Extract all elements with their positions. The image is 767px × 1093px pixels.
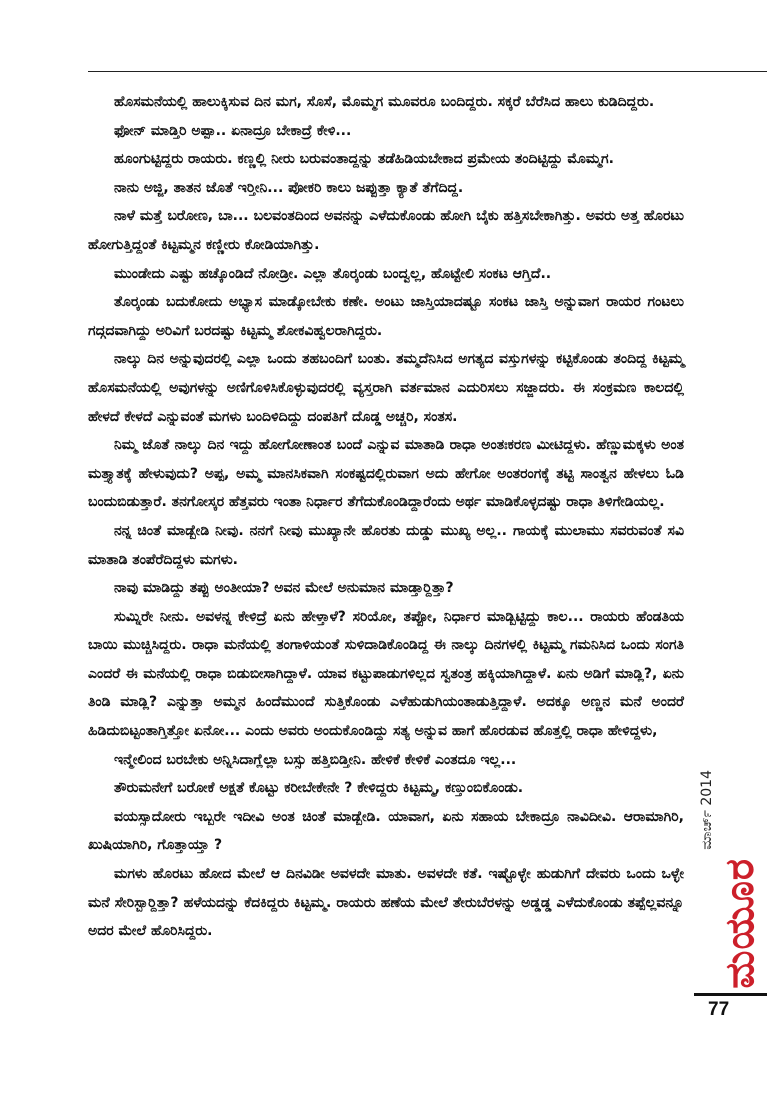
paragraph: ನಾಳೆ ಮತ್ತೆ ಬರೋಣ, ಬಾ... ಬಲವಂತದಿಂದ ಅವನನ್ನು ಎಳೆದುಕೊಂಡು ಹೋಗಿ ಬೈಕು ಹತ್ತಿಸಬೇಕಾಗಿತ್ತು. ಅವರು ಅತ್ತ ಹೊರಟು ಹೋಗುತ್ತಿದ್ದಂತೆ ಕಿಟ್ಟಮ್ಮನ ಕಣ್ಣೀರು ಕೋಡಿಯಾಗಿತ್ತು. bbox=[88, 208, 684, 253]
magazine-logo: ಮಯೂರ bbox=[717, 858, 763, 989]
paragraph: ಇನ್ಮೇಲಿಂದ ಬರಬೇಕು ಅನ್ನಿಸಿದಾಗ್ಲೆಲ್ಲಾ ಬಸ್ಸು ಹತ್ತಿಬಿಡ್ತೀನಿ. ಹೇಳಿಕೆ ಕೇಳಿಕೆ ಎಂತದೂ ಇಲ್ಲ... bbox=[114, 751, 517, 768]
paragraph: ತೌರುಮನೇಗೆ ಬರೋಕೆ ಅಕ್ಷತೆ ಕೊಟ್ಟು ಕರೀಬೇಕೇನೇ ? ಕೇಳಿದ್ದರು ಕಿಟ್ಟಮ್ಮ, ಕಣ್ತುಂಬಿಕೊಂಡು. bbox=[114, 780, 524, 797]
paragraph: ಸುಮ್ನಿರೇ ನೀನು. ಅವಳನ್ನ ಕೇಳಿದ್ರೆ ಏನು ಹೇಳ್ತಾಳೆ? ಸರಿಯೋ, ತಪ್ಪೋ, ನಿರ್ಧಾರ ಮಾಡ್ಬಿಟ್ಟಿದ್ದು ಕಾಲ... ರಾಯರು ಹೆಂಡತಿಯ ಬಾಯಿ ಮುಚ್ಚಿಸಿದ್ದರು. ರಾಧಾ ಮನೆಯಲ್ಲಿ ತಂಗಾಳಿಯಂತೆ ಸುಳಿದಾಡಿಕೊಂಡಿದ್ದ ಈ ನಾಲ್ಕು ದಿನಗಳಲ್ಲಿ ಕಿಟ್ಟಮ್ಮ ಗಮನಿಸಿದ ಒಂದು ಸಂಗತಿ ಎಂದರೆ ಈ ಮನೆಯಲ್ಲಿ ರಾಧಾ ಬಿಡುಬೀಸಾಗಿದ್ದಾಳೆ. ಯಾವ ಕಟ್ಟುಪಾಡುಗಳಿಲ್ಲದ ಸ್ವತಂತ್ರ ಹಕ್ಕಿಯಾಗಿದ್ದಾಳೆ. ಏನು ಅಡಿಗೆ ಮಾಡ್ಲಿ?, ಏನು ತಿಂಡಿ ಮಾಡ್ಲಿ? ಎನ್ನುತ್ತಾ ಅಮ್ಮನ ಹಿಂದೆಮುಂದೆ ಸುತ್ತಿಕೊಂಡು ಎಳೆಹುಡುಗಿಯಂತಾಡುತ್ತಿದ್ದಾಳೆ. ಅದಕ್ಕೂ ಅಣ್ಣನ ಮನೆ ಅಂದರೆ ಹಿಡಿದುಬಿಟ್ಟಂತಾಗ್ತಿತ್ತೋ ಏನೋ... ಎಂದು ಅವರು ಅಂದುಕೊಂಡಿದ್ದು ಸತ್ಯ ಅನ್ನುವ ಹಾಗೆ ಹೊರಡುವ ಹೊತ್ತಲ್ಲಿ ರಾಧಾ ಹೇಳಿದ್ದಳು, bbox=[88, 608, 684, 740]
magazine-sidebar bbox=[697, 770, 763, 1000]
issue-date: ಮಾರ್ಚ್ 2014 bbox=[699, 770, 715, 850]
paragraph: ನಾವು ಮಾಡಿದ್ದು ತಪ್ಪು ಅಂತೀಯಾ? ಅವನ ಮೇಲೆ ಅನುಮಾನ ಮಾಡ್ತಾರ್‍ದಿತ್ತಾ? bbox=[114, 580, 454, 597]
paragraph: ನಾನು ಅಜ್ಜಿ, ತಾತನ ಜೊತೆ ಇರ್‍ತೀನಿ... ಪೋಕರಿ ಕಾಲು ಜಪ್ಪುತ್ತಾ ಕ್ಯಾತೆ ತೆಗೆದಿದ್ದ. bbox=[114, 179, 464, 196]
paragraph: ನನ್ನ ಚಿಂತೆ ಮಾಡ್ಬೇಡಿ ನೀವು. ನನಗೆ ನೀವು ಮುಖ್ಯಾನೇ ಹೊರತು ದುಡ್ಡು ಮುಖ್ಯ ಅಲ್ಲ.. ಗಾಯಕ್ಕೆ ಮುಲಾಮು ಸವರುವಂತೆ ಸವಿ ಮಾತಾಡಿ ತಂಪೆರೆದಿದ್ದಳು ಮಗಳು. bbox=[88, 522, 684, 568]
page-number-rule bbox=[694, 993, 767, 996]
paragraph: ನಿಮ್ಮ ಜೊತೆ ನಾಲ್ಕು ದಿನ ಇದ್ದು ಹೋಗೋಣಾಂತ ಬಂದೆ ಎನ್ನುವ ಮಾತಾಡಿ ರಾಧಾ ಅಂತಃಕರಣ ಮೀಟಿದ್ದಳು. ಹೆಣ್ಣುಮಕ್ಕಳು ಅಂತ ಮತ್ತ್ಯಾತಕ್ಕೆ ಹೇಳುವುದು? ಅಪ್ಪ, ಅಮ್ಮ ಮಾನಸಿಕವಾಗಿ ಸಂಕಷ್ಟದಲ್ಲಿರುವಾಗ ಅದು ಹೇಗೋ ಅಂತರಂಗಕ್ಕೆ ತಟ್ಟಿ ಸಾಂತ್ವನ ಹೇಳಲು ಓಡಿ ಬಂದುಬಿಡುತ್ತಾರೆ. ತನಗೋಸ್ಕರ ಹೆತ್ತವರು ಇಂತಾ ನಿರ್ಧಾರ ತೆಗೆದುಕೊಂಡಿದ್ದಾರೆಂದು ಅರ್ಥ ಮಾಡಿಕೊಳ್ಳದಷ್ಟು ರಾಧಾ ತಿಳಿಗೇಡಿಯಲ್ಲ. bbox=[88, 437, 684, 511]
top-rule bbox=[88, 71, 767, 72]
paragraph: ವಯಸ್ಸಾದೋರು ಇಬ್ಬರೇ ಇದೀವಿ ಅಂತ ಚಿಂತೆ ಮಾಡ್ಬೇಡಿ. ಯಾವಾಗ, ಏನು ಸಹಾಯ ಬೇಕಾದ್ರೂ ನಾವಿದೀವಿ. ಆರಾಮಾಗಿರಿ, ಖುಷಿಯಾಗಿರಿ, ಗೊತ್ತಾಯ್ತಾ ? bbox=[88, 808, 684, 854]
paragraph: ನಾಲ್ಕು ದಿನ ಅನ್ನುವುದರಲ್ಲಿ ಎಲ್ಲಾ ಒಂದು ತಹಬಂದಿಗೆ ಬಂತು. ತಮ್ಮದೆನಿಸಿದ ಅಗತ್ಯದ ವಸ್ತುಗಳನ್ನು ಕಟ್ಟಿಕೊಂಡು ತಂದಿದ್ದ ಕಿಟ್ಟಮ್ಮ ಹೊಸಮನೆಯಲ್ಲಿ ಅವುಗಳನ್ನು ಅಣಿಗೊಳಿಸಿಕೊಳ್ಳುವುದರಲ್ಲಿ ವ್ಯಸ್ತರಾಗಿ ವರ್ತಮಾನ ಎದುರಿಸಲು ಸಜ್ಜಾದರು. ಈ ಸಂಕ್ರಮಣ ಕಾಲದಲ್ಲಿ ಹೇಳದೆ ಕೇಳದೆ ಎನ್ನುವಂತೆ ಮಗಳು ಬಂದಿಳಿದಿದ್ದು ದಂಪತಿಗೆ ದೊಡ್ಡ ಅಚ್ಚರಿ, ಸಂತಸ. bbox=[88, 351, 684, 425]
article-body bbox=[88, 88, 684, 946]
paragraph: ಫೋನ್ ಮಾಡ್ತಿರಿ ಅಪ್ಪಾ.. ಏನಾದ್ರೂ ಬೇಕಾದ್ರೆ ಕೇಳಿ... bbox=[114, 122, 352, 139]
paragraph: ಹೂಂಗುಟ್ಟಿದ್ದರು ರಾಯರು. ಕಣ್ಣಲ್ಲಿ ನೀರು ಬರುವಂತಾದ್ದನ್ನು ತಡೆಹಿಡಿಯಬೇಕಾದ ಪ್ರಮೇಯ ತಂದಿಟ್ಟಿದ್ದು ಮೊಮ್ಮಗ. bbox=[114, 151, 614, 168]
page-number: 77 bbox=[708, 999, 730, 1020]
paragraph: ಮುಂಡೇದು ಎಷ್ಟು ಹಚ್ಕೊಂಡಿದೆ ನೋಡ್ರೀ. ಎಲ್ಲಾ ತೊರ್‍ಕಂಡು ಬಂದ್ವಲ್ಲ, ಹೊಟ್ಟೇಲಿ ಸಂಕಟ ಆಗ್ತಿದೆ.. bbox=[114, 265, 552, 282]
paragraph: ತೊರ್‍ಕಂಡು ಬದುಕೋದು ಅಭ್ಯಾಸ ಮಾಡ್ಕೋಬೇಕು ಕಣೇ. ಅಂಟು ಜಾಸ್ತಿಯಾದಷ್ಟೂ ಸಂಕಟ ಜಾಸ್ತಿ ಅನ್ನುವಾಗ ರಾಯರ ಗಂಟಲು ಗದ್ಗದವಾಗಿದ್ದು ಅರಿವಿಗೆ ಬರದಷ್ಟು ಕಿಟ್ಟಮ್ಮ ಶೋಕವಿಹ್ವಲರಾಗಿದ್ದರು. bbox=[88, 294, 684, 339]
paragraph: ಮಗಳು ಹೊರಟು ಹೋದ ಮೇಲೆ ಆ ದಿನವಿಡೀ ಅವಳದೇ ಮಾತು. ಅವಳದೇ ಕತೆ. ಇಷ್ಟೊಳ್ಳೇ ಹುಡುಗಿಗೆ ದೇವರು ಒಂದು ಒಳ್ಳೇ ಮನೆ ಸೇರಿಸ್ಬಾರ್‍ದಿತ್ತಾ? ಹಳೆಯದನ್ನು ಕೆದಕಿದ್ದರು ಕಿಟ್ಟಮ್ಮ. ರಾಯರು ಹಣೆಯ ಮೇಲೆ ತೇರುಬೆರಳನ್ನು ಅಡ್ಡಡ್ಡ ಎಳೆದುಕೊಂಡು ತಪ್ಪೆಲ್ಲವನ್ನೂ ಅದರ ಮೇಲೆ ಹೊರಿಸಿದ್ದರು. bbox=[88, 866, 684, 940]
paragraph: ಹೊಸಮನೆಯಲ್ಲಿ ಹಾಲುಕ್ಕಿಸುವ ದಿನ ಮಗ, ಸೊಸೆ, ಮೊಮ್ಮಗ ಮೂವರೂ ಬಂದಿದ್ದರು. ಸಕ್ಕರೆ ಬೆರೆಸಿದ ಹಾಲು ಕುಡಿದಿದ್ದರು. bbox=[114, 94, 655, 110]
